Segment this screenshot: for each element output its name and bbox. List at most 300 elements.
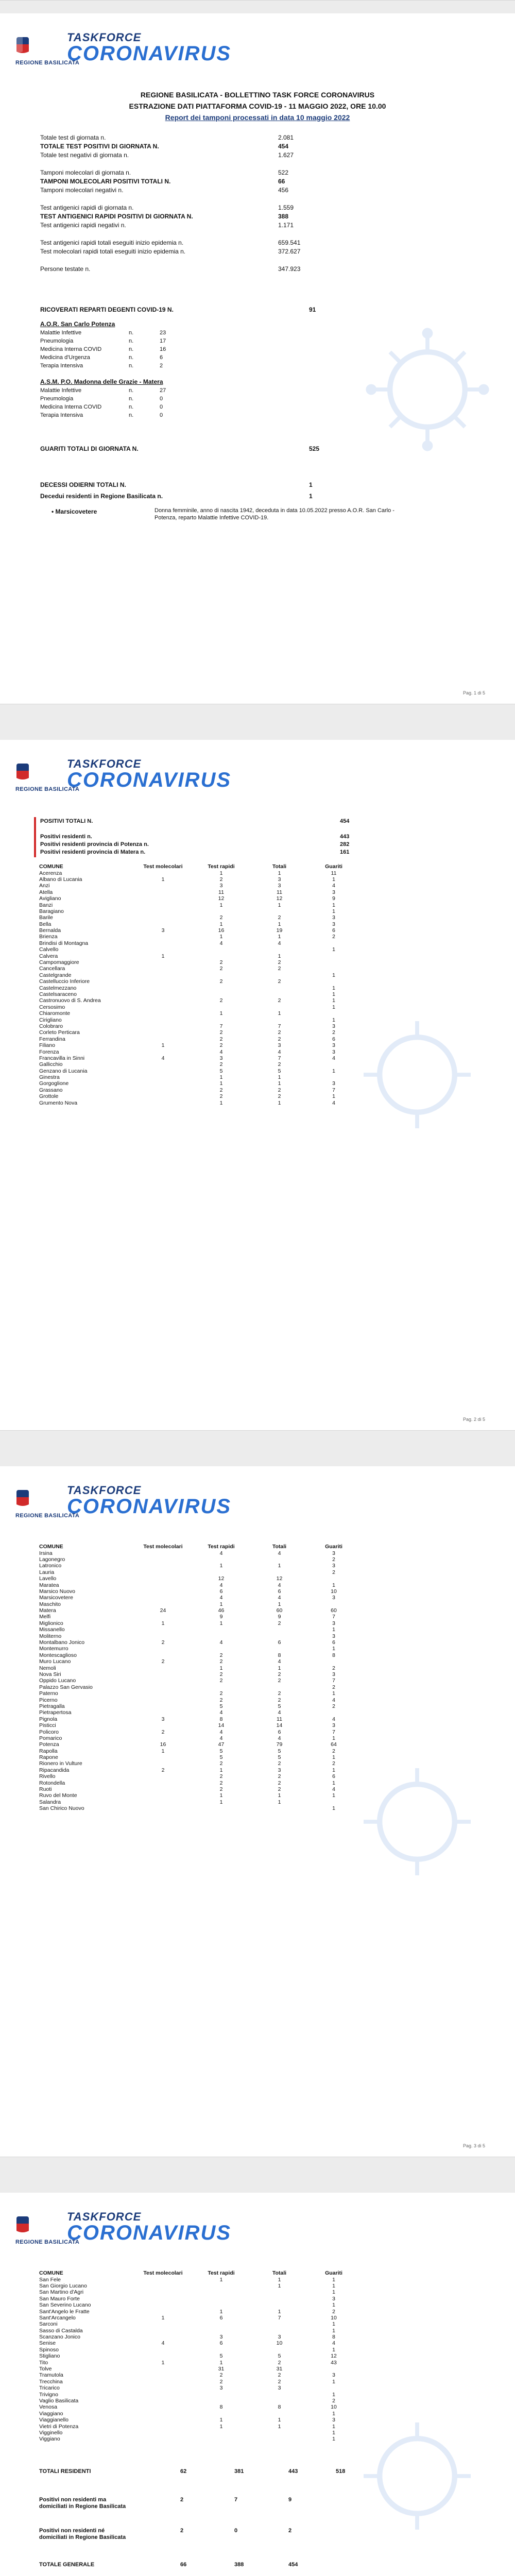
value-cell: 4 <box>219 1595 223 1601</box>
value-cell <box>134 2353 192 2359</box>
positivi-value: 443 <box>340 834 350 840</box>
table-row <box>37 927 359 934</box>
value-cell <box>308 953 359 959</box>
value-cell: 11 <box>277 889 282 895</box>
ward-name: Pneumologia <box>40 396 74 402</box>
value-cell <box>134 1023 192 1029</box>
nonres-domiciliati: 7 <box>234 2497 238 2503</box>
ward-name: Terapia Intensiva <box>40 363 83 369</box>
comune-cell: Moliterno <box>39 1633 62 1639</box>
table-row <box>37 1748 359 1754</box>
ward-count: 16 <box>160 346 166 352</box>
value-cell: 10 <box>331 2314 337 2321</box>
column-header: COMUNE <box>39 2270 63 2277</box>
comune-cell: Sant'Angelo le Fratte <box>39 2308 90 2315</box>
value-cell <box>192 972 250 978</box>
value-cell: 1 <box>219 934 223 940</box>
ward-name: Malattie Infettive <box>40 387 82 394</box>
value-cell <box>192 1004 250 1010</box>
comune-cell: Pomarico <box>39 1735 62 1741</box>
column-header: Test molecolari <box>143 2270 183 2277</box>
value-cell: 2 <box>161 1639 165 1646</box>
table-row <box>37 991 359 997</box>
value-cell: 5 <box>219 1754 223 1761</box>
table-row <box>37 921 359 927</box>
value-cell <box>134 895 192 902</box>
value-cell <box>134 1633 192 1639</box>
value-cell: 3 <box>219 1055 223 1061</box>
value-cell <box>192 1016 250 1023</box>
table-row <box>37 965 359 972</box>
value-cell: 2 <box>278 1760 281 1767</box>
value-cell <box>250 985 308 991</box>
value-cell: 47 <box>218 1741 225 1748</box>
ward-n: n. <box>129 396 134 402</box>
nonres-non-domiciliati: 2 <box>288 2528 292 2534</box>
comune-cell: Trecchina <box>39 2378 63 2385</box>
value-cell <box>134 1588 192 1595</box>
value-cell <box>192 2436 250 2442</box>
value-cell <box>192 2347 250 2353</box>
value-cell <box>250 1569 308 1575</box>
value-cell: 4 <box>332 2340 335 2347</box>
value-cell <box>192 2302 250 2308</box>
value-cell: 6 <box>332 1639 335 1646</box>
comune-cell: Ginestra <box>39 1074 60 1081</box>
value-cell: 1 <box>332 2289 335 2296</box>
ward-name: Terapia Intensiva <box>40 412 83 418</box>
table-row <box>37 1626 359 1633</box>
value-cell <box>134 1786 192 1792</box>
value-cell <box>134 1074 192 1080</box>
positivi-value: 161 <box>340 849 350 855</box>
table-row <box>37 1665 359 1671</box>
value-cell <box>134 1671 192 1677</box>
comune-cell: Baragiano <box>39 908 64 914</box>
value-cell <box>250 1684 308 1690</box>
value-cell: 16 <box>160 1741 166 1748</box>
value-cell: 2 <box>332 1748 335 1754</box>
value-cell: 9 <box>219 1614 223 1620</box>
value-cell: 1 <box>278 934 281 940</box>
value-cell: 1 <box>332 1093 335 1100</box>
column-header: Totali <box>272 863 287 870</box>
table-row <box>37 2296 359 2302</box>
value-cell: 1 <box>332 2346 335 2353</box>
page-1 <box>0 13 515 704</box>
comune-cell: Forenza <box>39 1048 59 1055</box>
table-row <box>37 1042 359 1048</box>
table-row <box>37 1061 359 1067</box>
table-row <box>37 2353 359 2359</box>
value-cell: 1 <box>332 908 335 914</box>
column-header: Test rapidi <box>208 2270 235 2277</box>
value-cell: 4 <box>161 2340 165 2347</box>
value-cell <box>308 1010 359 1016</box>
nonres-domiciliati: 9 <box>288 2497 292 2503</box>
stat-value: 347.923 <box>278 265 301 273</box>
value-cell: 3 <box>332 921 335 927</box>
comune-cell: Campomaggiore <box>39 959 79 966</box>
comune-cell: Potenza <box>39 1741 59 1748</box>
value-cell <box>192 1633 250 1639</box>
value-cell: 2 <box>278 1697 281 1703</box>
value-cell: 2 <box>278 1620 281 1626</box>
ward-name: Pneumologia <box>40 338 74 344</box>
value-cell: 1 <box>332 2391 335 2398</box>
value-cell: 3 <box>278 876 281 883</box>
value-cell <box>192 1569 250 1575</box>
table-row <box>37 2398 359 2404</box>
stat-value: 454 <box>278 143 289 150</box>
ward-count: 0 <box>160 404 163 410</box>
value-cell <box>134 2328 192 2334</box>
value-cell <box>134 991 192 997</box>
totale-generale: 454 <box>288 2562 298 2568</box>
comune-cell: Montalbano Jonico <box>39 1639 85 1646</box>
value-cell <box>134 902 192 908</box>
value-cell <box>250 908 308 914</box>
value-cell: 1 <box>332 997 335 1004</box>
comune-cell: Bella <box>39 921 52 927</box>
page-separator <box>0 704 515 741</box>
value-cell <box>134 1665 192 1671</box>
table-row <box>37 1799 359 1805</box>
logo-coronavirus: CORONAVIRUS <box>67 769 232 791</box>
value-cell: 1 <box>219 2417 223 2424</box>
value-cell <box>134 2430 192 2436</box>
value-cell: 14 <box>276 1722 283 1729</box>
table-row <box>37 914 359 921</box>
value-cell: 10 <box>331 2404 337 2411</box>
table-row <box>37 1780 359 1786</box>
value-cell: 6 <box>219 2340 223 2347</box>
value-cell: 11 <box>218 889 224 895</box>
value-cell <box>192 2289 250 2295</box>
value-cell: 1 <box>278 2282 281 2289</box>
virus-watermark-icon <box>350 1755 484 1889</box>
value-cell: 1 <box>332 1690 335 1697</box>
value-cell <box>192 1646 250 1652</box>
table-row <box>37 972 359 978</box>
comune-cell: Pisticci <box>39 1722 56 1729</box>
table-row <box>37 1716 359 1722</box>
value-cell <box>250 1805 308 1811</box>
value-cell <box>134 959 192 965</box>
value-cell <box>134 965 192 972</box>
ricoverati-value: 91 <box>309 306 316 313</box>
table-row <box>37 1080 359 1087</box>
table-row <box>37 2417 359 2423</box>
value-cell: 7 <box>219 1023 223 1029</box>
value-cell <box>250 1646 308 1652</box>
value-cell: 7 <box>278 2314 281 2321</box>
totali-residenti: 62 <box>180 2468 187 2475</box>
table-row <box>37 1010 359 1016</box>
value-cell <box>250 2302 308 2308</box>
value-cell: 2 <box>278 2378 281 2385</box>
value-cell: 1 <box>332 2276 335 2283</box>
table-row <box>37 2379 359 2385</box>
table-row <box>37 1633 359 1639</box>
positivi-label: POSITIVI TOTALI N. <box>40 818 93 824</box>
table-row <box>37 1760 359 1767</box>
comune-cell: Grumento Nova <box>39 1099 78 1106</box>
comune-cell: Rotondella <box>39 1780 65 1786</box>
value-cell: 1 <box>219 2359 223 2366</box>
value-cell <box>134 1099 192 1106</box>
stat-value: 66 <box>278 178 285 185</box>
value-cell: 2 <box>278 1780 281 1786</box>
value-cell <box>134 997 192 1004</box>
value-cell: 2 <box>332 934 335 940</box>
value-cell: 2 <box>278 914 281 921</box>
value-cell: 3 <box>161 1716 165 1722</box>
value-cell <box>134 1093 192 1099</box>
value-cell: 2 <box>332 1029 335 1036</box>
value-cell <box>250 1004 308 1010</box>
value-cell <box>134 2366 192 2372</box>
value-cell <box>134 1754 192 1760</box>
table-row <box>37 1601 359 1607</box>
value-cell <box>250 2430 308 2436</box>
value-cell <box>192 2391 250 2397</box>
value-cell: 5 <box>278 1703 281 1709</box>
value-cell <box>134 1652 192 1658</box>
value-cell <box>134 1780 192 1786</box>
value-cell: 6 <box>278 1728 281 1735</box>
table-row <box>37 1690 359 1697</box>
value-cell: 1 <box>161 1042 165 1049</box>
comune-cell: Nemoli <box>39 1665 56 1671</box>
region-crest-icon <box>15 1489 30 1507</box>
table-row <box>37 1569 359 1575</box>
value-cell <box>250 946 308 953</box>
nonres-non-domiciliati: 2 <box>180 2528 184 2534</box>
value-cell <box>250 2296 308 2302</box>
page-separator <box>0 0 515 14</box>
value-cell: 4 <box>219 940 223 946</box>
value-cell <box>134 1677 192 1684</box>
value-cell: 3 <box>332 2295 335 2302</box>
value-cell <box>134 2391 192 2397</box>
value-cell <box>308 1709 359 1716</box>
value-cell: 3 <box>332 914 335 921</box>
page-number: Pag. 3 di 5 <box>462 2143 485 2148</box>
value-cell <box>134 985 192 991</box>
value-cell <box>308 940 359 946</box>
comune-cell: Gallicchio <box>39 1061 63 1068</box>
column-header: Guariti <box>325 863 342 870</box>
comune-cell: Pignola <box>39 1716 58 1722</box>
comune-cell: Ferrandina <box>39 1036 65 1042</box>
comune-cell: Sarconi <box>39 2321 58 2328</box>
value-cell <box>134 2423 192 2429</box>
value-cell: 1 <box>219 1792 223 1799</box>
comune-cell: Lauria <box>39 1569 55 1575</box>
ward-count: 0 <box>160 412 163 418</box>
ward-name: Medicina Interna COVID <box>40 404 102 410</box>
value-cell: 4 <box>332 883 335 889</box>
value-cell: 1 <box>332 1792 335 1799</box>
comune-cell: Francavilla in Sinni <box>39 1055 85 1061</box>
value-cell: 2 <box>161 1728 165 1735</box>
column-header: Test molecolari <box>143 1544 183 1550</box>
value-cell: 5 <box>219 1748 223 1754</box>
value-cell <box>134 2398 192 2404</box>
comune-cell: Genzano di Lucania <box>39 1067 88 1074</box>
comune-cell: Banzi <box>39 902 53 908</box>
comune-cell: Policoro <box>39 1728 59 1735</box>
value-cell: 10 <box>331 1588 337 1595</box>
bulletin-subtitle: ESTRAZIONE DATI PIATTAFORMA COVID-19 - 11 MAGGIO 2022, ORE 10.00 <box>129 102 386 110</box>
comune-cell: San Mauro Forte <box>39 2295 80 2302</box>
value-cell: 6 <box>278 1639 281 1646</box>
table-row <box>37 870 359 876</box>
stat-value: 1.559 <box>278 204 294 211</box>
value-cell <box>134 978 192 985</box>
value-cell: 6 <box>219 1588 223 1595</box>
value-cell <box>134 2372 192 2378</box>
value-cell <box>134 2417 192 2423</box>
value-cell: 60 <box>331 1607 337 1614</box>
value-cell: 1 <box>332 1582 335 1588</box>
table-row <box>37 883 359 889</box>
value-cell: 2 <box>219 1658 223 1665</box>
table-row <box>37 908 359 914</box>
table-row <box>37 2411 359 2417</box>
value-cell: 2 <box>219 1773 223 1780</box>
value-cell: 1 <box>219 870 223 876</box>
table-row <box>37 1792 359 1799</box>
logo-taskforce: TASKFORCE <box>67 2210 142 2223</box>
value-cell <box>134 2436 192 2442</box>
value-cell <box>308 1575 359 1582</box>
comune-cell: Grassano <box>39 1087 63 1093</box>
comune-cell: Albano di Lucania <box>39 876 82 883</box>
value-cell: 2 <box>219 914 223 921</box>
comune-cell: Brindisi di Montagna <box>39 940 89 946</box>
comune-cell: Muro Lucano <box>39 1658 71 1665</box>
death-note: Donna femminile, anno di nascita 1942, deceduta in data 10.05.2022 presso A.O.R. San Carlo - Potenza, reparto Malattie Infettive COVID-19. <box>154 507 394 521</box>
value-cell <box>192 1805 250 1811</box>
value-cell: 4 <box>219 1728 223 1735</box>
value-cell: 64 <box>331 1741 337 1748</box>
comune-cell: Lagonegro <box>39 1556 65 1563</box>
positivi-value: 454 <box>340 818 350 824</box>
comuni-table <box>37 1544 359 1811</box>
ward-count: 2 <box>160 363 163 369</box>
value-cell: 8 <box>219 1716 223 1722</box>
value-cell <box>134 1614 192 1620</box>
value-cell: 1 <box>332 1780 335 1786</box>
highlight-bar <box>34 817 36 857</box>
comune-cell: San Fele <box>39 2276 61 2283</box>
nonres-domiciliati: Positivi non residenti ma domiciliati in Regione Basilicata <box>39 2497 126 2510</box>
comune-cell: Grottole <box>39 1093 59 1100</box>
value-cell <box>192 985 250 991</box>
value-cell: 2 <box>219 997 223 1004</box>
ward-n: n. <box>129 412 134 418</box>
table-row <box>37 2289 359 2295</box>
totale-generale: 388 <box>234 2562 244 2568</box>
comune-cell: Atella <box>39 889 53 895</box>
logo-coronavirus: CORONAVIRUS <box>67 42 232 65</box>
ward-count: 6 <box>160 354 163 361</box>
value-cell <box>134 1582 192 1588</box>
bulletin-title: REGIONE BASILICATA - BOLLETTINO TASK FORCE CORONAVIRUS <box>140 91 375 99</box>
value-cell: 4 <box>278 1595 281 1601</box>
table-row <box>37 2372 359 2378</box>
value-cell: 1 <box>332 876 335 883</box>
table-row <box>37 2391 359 2397</box>
table-row <box>37 1607 359 1614</box>
stat-value: 456 <box>278 187 289 194</box>
value-cell <box>134 1646 192 1652</box>
value-cell <box>134 1760 192 1767</box>
comune-label: • Marsicovetere <box>52 508 97 515</box>
value-cell <box>308 2366 359 2372</box>
value-cell: 1 <box>278 2417 281 2424</box>
value-cell: 1 <box>161 1620 165 1626</box>
value-cell: 60 <box>276 1607 283 1614</box>
value-cell: 2 <box>219 1042 223 1049</box>
value-cell <box>134 1087 192 1093</box>
value-cell <box>134 2334 192 2340</box>
value-cell: 2 <box>219 1760 223 1767</box>
stat-value: 1.627 <box>278 151 294 159</box>
value-cell: 10 <box>276 2340 283 2347</box>
table-header <box>37 1544 359 1550</box>
value-cell <box>308 1799 359 1805</box>
comune-cell: Cirigliano <box>39 1016 62 1023</box>
comune-cell: Bernalda <box>39 927 61 934</box>
value-cell <box>134 934 192 940</box>
value-cell <box>192 946 250 953</box>
page-number: Pag. 1 di 5 <box>462 690 485 696</box>
value-cell <box>134 1016 192 1023</box>
report-date: Report dei tamponi processati in data 10 maggio 2022 <box>165 113 350 122</box>
value-cell <box>134 2411 192 2417</box>
ward-n: n. <box>129 387 134 394</box>
value-cell: 4 <box>278 1048 281 1055</box>
comune-cell: Viaggianello <box>39 2417 69 2424</box>
table-row <box>37 1563 359 1569</box>
value-cell: 1 <box>219 2276 223 2283</box>
value-cell: 2 <box>332 1760 335 1767</box>
value-cell: 4 <box>219 1048 223 1055</box>
value-cell: 46 <box>218 1607 225 1614</box>
value-cell: 2 <box>219 965 223 972</box>
page-number: Pag. 2 di 5 <box>462 1417 485 1422</box>
totali-residenti: 381 <box>234 2468 244 2475</box>
value-cell: 8 <box>332 1652 335 1658</box>
value-cell: 2 <box>219 1061 223 1068</box>
decessi-res-label: Decedui residenti in Regione Basilicata n. <box>40 493 163 500</box>
table-row <box>37 1728 359 1735</box>
table-row <box>37 1550 359 1556</box>
guariti-value: 525 <box>309 445 320 452</box>
value-cell <box>250 991 308 997</box>
table-row <box>37 1087 359 1093</box>
value-cell <box>250 2411 308 2417</box>
value-cell: 12 <box>331 2353 337 2360</box>
region-name: REGIONE BASILICATA <box>15 786 80 792</box>
value-cell: 3 <box>332 1550 335 1556</box>
aor-title: A.O.R. San Carlo Potenza <box>40 320 115 328</box>
value-cell: 2 <box>219 1786 223 1793</box>
value-cell: 1 <box>219 1074 223 1081</box>
